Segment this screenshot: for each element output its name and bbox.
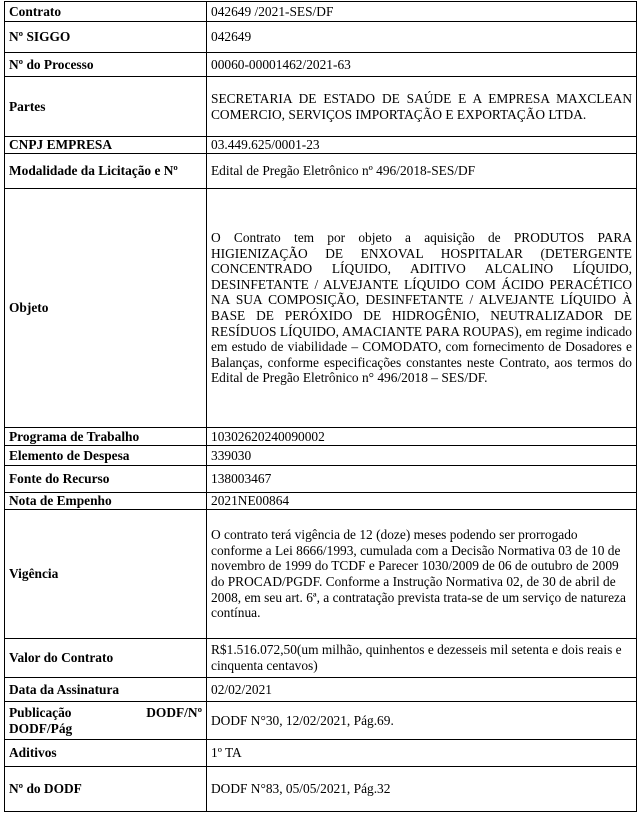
label-valor: Valor do Contrato: [5, 639, 207, 678]
value-empenho: 2021NE00864: [207, 493, 637, 510]
label-publicacao: [5, 702, 207, 740]
value-assinatura: 02/02/2021: [207, 678, 637, 702]
contract-summary-table: [4, 1, 637, 812]
row-objeto: [5, 189, 637, 428]
row-empenho: [5, 493, 637, 510]
value-contrato: 042649 /2021-SES/DF: [207, 2, 637, 22]
label-objeto: Objeto: [5, 189, 207, 428]
row-cnpj: [5, 137, 637, 154]
label-contrato: Contrato: [5, 2, 207, 22]
row-valor: [5, 639, 637, 678]
label-publicacao-b: DODF/Nº: [146, 704, 202, 720]
value-aditivos: 1º TA: [207, 740, 637, 767]
row-dodf: [5, 767, 637, 812]
value-programa: 10302620240090002: [207, 428, 637, 446]
value-modalidade: Edital de Pregão Eletrônico nº 496/2018-SES/DF: [207, 154, 637, 189]
value-partes: SECRETARIA DE ESTADO DE SAÚDE E A EMPRESA MAXCLEAN COMERCIO, SERVIÇOS IMPORTAÇÃO E EXPORTAÇÃO LTDA.: [207, 77, 637, 137]
row-fonte: [5, 466, 637, 493]
value-fonte: 138003467: [207, 466, 637, 493]
label-siggo: Nº SIGGO: [5, 22, 207, 53]
publicacao-label-line: [9, 705, 202, 721]
row-vigencia: [5, 510, 637, 639]
row-aditivos: [5, 740, 637, 767]
label-aditivos: Aditivos: [5, 740, 207, 767]
label-vigencia: Vigência: [5, 510, 207, 639]
row-publicacao: [5, 702, 637, 740]
label-cnpj: CNPJ EMPRESA: [5, 137, 207, 154]
label-publicacao-a: Publicação: [9, 704, 72, 720]
value-processo: 00060-00001462/2021-63: [207, 53, 637, 77]
label-elemento: Elemento de Despesa: [5, 446, 207, 466]
label-modalidade: Modalidade da Licitação e Nº: [5, 154, 207, 189]
label-processo: Nº do Processo: [5, 53, 207, 77]
row-contrato: [5, 2, 637, 22]
row-processo: [5, 53, 637, 77]
value-valor: R$1.516.072,50(um milhão, quinhentos e dezesseis mil setenta e dois reais e cinquenta centavos): [207, 639, 637, 678]
label-fonte: Fonte do Recurso: [5, 466, 207, 493]
row-programa: [5, 428, 637, 446]
value-dodf: DODF N°83, 05/05/2021, Pág.32: [207, 767, 637, 812]
row-elemento: [5, 446, 637, 466]
row-partes: [5, 77, 637, 137]
label-partes: Partes: [5, 77, 207, 137]
label-empenho: Nota de Empenho: [5, 493, 207, 510]
row-assinatura: [5, 678, 637, 702]
label-assinatura: Data da Assinatura: [5, 678, 207, 702]
value-vigencia: O contrato terá vigência de 12 (doze) meses podendo ser prorrogado conforme a Lei 8666/1993, cumulada com a Decisão Normativa 03 de 10 de novembro de 1999 do TCDF e Parecer 1030/2009 de 06 de outubro de 2009 do PROCAD/PGDF. Conforme a Instrução Normativa 02, de 30 de abril de 2008, em seu art. 6ª, a contratação prevista trata-se de um serviço de natureza contínua.: [207, 510, 637, 639]
label-programa: Programa de Trabalho: [5, 428, 207, 446]
label-publicacao-c: DODF/Pág: [9, 720, 73, 736]
value-objeto: O Contrato tem por objeto a aquisição de PRODUTOS PARA HIGIENIZAÇÃO DE ENXOVAL HOSPITALAR (DETERGENTE CONCENTRADO LÍQUIDO, ADITIVO ALCALINO LÍQUIDO, DESINFETANTE / ALVEJANTE LÍQUIDO COM ÁCIDO PERACÉTICO NA SUA COMPOSIÇÃO, DESINFETANTE / ALVEJANTE LÍQUIDO À BASE DE PERÓXIDO DE HIDROGÊNIO, NEUTRALIZADOR DE RESÍDUOS LÍQUIDO, AMACIANTE PARA ROUPAS), em regime indicado em estudo de viabilidade – COMODATO, com fornecimento de Dosadores e Balanças, conforme especificações constantes neste Contrato, aos termos do Edital de Pregão Eletrônico n° 496/2018 – SES/DF.: [207, 189, 637, 428]
value-elemento: 339030: [207, 446, 637, 466]
label-dodf: Nº do DODF: [5, 767, 207, 812]
row-siggo: [5, 22, 637, 53]
value-siggo: 042649: [207, 22, 637, 53]
value-publicacao: DODF N°30, 12/02/2021, Pág.69.: [207, 702, 637, 740]
row-modalidade: [5, 154, 637, 189]
value-cnpj: 03.449.625/0001-23: [207, 137, 637, 154]
